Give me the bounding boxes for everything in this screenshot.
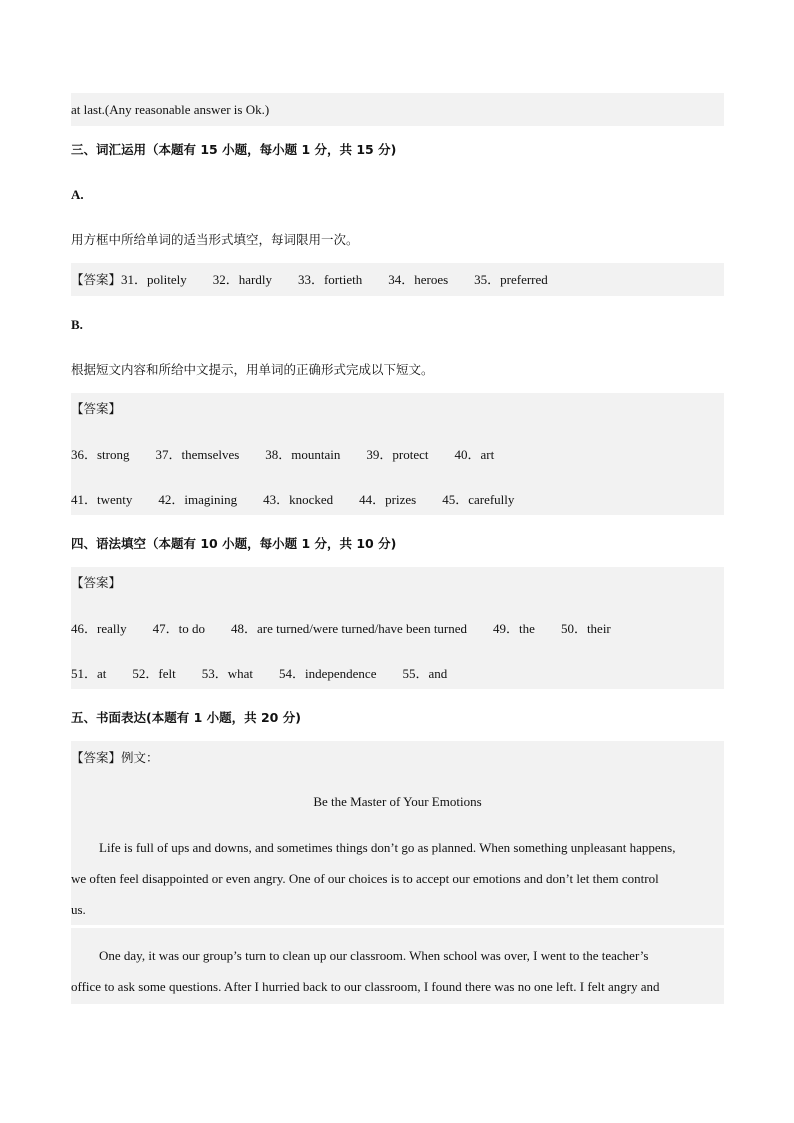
answer-item: 31．politely bbox=[121, 272, 187, 287]
answer-label: 【答案】 bbox=[71, 575, 122, 590]
section3-heading: 三、词汇运用（本题有 15 小题，每小题 1 分，共 15 分) bbox=[71, 142, 397, 157]
section3-partA-label: A. bbox=[71, 187, 84, 202]
answer-item: 55．and bbox=[402, 666, 448, 681]
answer-item: 53．what bbox=[201, 666, 253, 681]
answer-item: 42．imagining bbox=[158, 492, 238, 507]
answer-row bbox=[71, 483, 724, 515]
answer-label: 【答案】例文： bbox=[71, 750, 159, 765]
answer-label: 【答案】 bbox=[71, 401, 122, 416]
answer-item: 43．knocked bbox=[263, 492, 334, 507]
answer-item: 39．protect bbox=[366, 447, 429, 462]
answer-item: 33．fortieth bbox=[297, 272, 363, 287]
section4-answers bbox=[71, 567, 724, 689]
answer-item: 37．themselves bbox=[155, 447, 240, 462]
answer-item: 46．really bbox=[71, 621, 127, 636]
answer-item: 49．the bbox=[493, 621, 535, 636]
answer-row bbox=[71, 657, 724, 689]
essay-paragraph-1 bbox=[71, 829, 724, 925]
essay-line: we often feel disappointed or even angry. One of our choices is to accept our emotions and don’t let them control bbox=[71, 871, 659, 886]
essay-line: One day, it was our group’s turn to clean up our classroom. When school was over, I went to the teacher’s bbox=[99, 948, 649, 963]
section5-heading: 五、书面表达(本题有 1 小题，共 20 分) bbox=[71, 710, 301, 725]
answer-item: 40．art bbox=[454, 447, 495, 462]
answer-item: 36．strong bbox=[71, 447, 130, 462]
answer-item: 50．their bbox=[560, 621, 611, 636]
section3-partA-answers bbox=[71, 263, 724, 296]
answer-item: 51．at bbox=[71, 666, 107, 681]
section3-partB-instruction: 根据短文内容和所给中文提示，用单词的正确形式完成以下短文。 bbox=[71, 362, 434, 377]
section4-heading: 四、语法填空（本题有 10 小题，每小题 1 分，共 10 分) bbox=[71, 536, 397, 551]
answer-item: 44．prizes bbox=[359, 492, 417, 507]
document-page bbox=[71, 93, 724, 1004]
answer-item: 41．twenty bbox=[71, 492, 133, 507]
essay-line: office to ask some questions. After I hurried back to our classroom, I found there was no one left. I felt angry and bbox=[71, 979, 660, 994]
essay-line: Life is full of ups and downs, and sometimes things don’t go as planned. When something unpleasant happens, bbox=[99, 840, 676, 855]
answer-item: 34．heroes bbox=[388, 272, 449, 287]
answer-item: 47．to do bbox=[152, 621, 205, 636]
essay-paragraph-2 bbox=[71, 928, 724, 1004]
answer-row bbox=[71, 437, 724, 483]
answer-item: 54．independence bbox=[279, 666, 377, 681]
answer-item: 32．hardly bbox=[212, 272, 272, 287]
answer-item: 45．carefully bbox=[442, 492, 515, 507]
answer-row bbox=[71, 611, 724, 657]
essay-line: us. bbox=[71, 902, 86, 917]
section3-partB-label: B. bbox=[71, 317, 83, 332]
essay-title: Be the Master of Your Emotions bbox=[313, 794, 482, 809]
section5-answer bbox=[71, 741, 724, 1004]
answer-label: 【答案】 bbox=[71, 272, 122, 287]
section3-partA-instruction: 用方框中所给单词的适当形式填空，每词限用一次。 bbox=[71, 232, 359, 247]
answer-item: 35．preferred bbox=[474, 272, 548, 287]
section3-partB-answers bbox=[71, 393, 724, 515]
answer-item: 38．mountain bbox=[265, 447, 341, 462]
answer-item: 52．felt bbox=[132, 666, 176, 681]
top-line: at last.(Any reasonable answer is Ok.) bbox=[71, 93, 724, 126]
answer-item: 48．are turned/were turned/have been turned bbox=[230, 621, 468, 636]
